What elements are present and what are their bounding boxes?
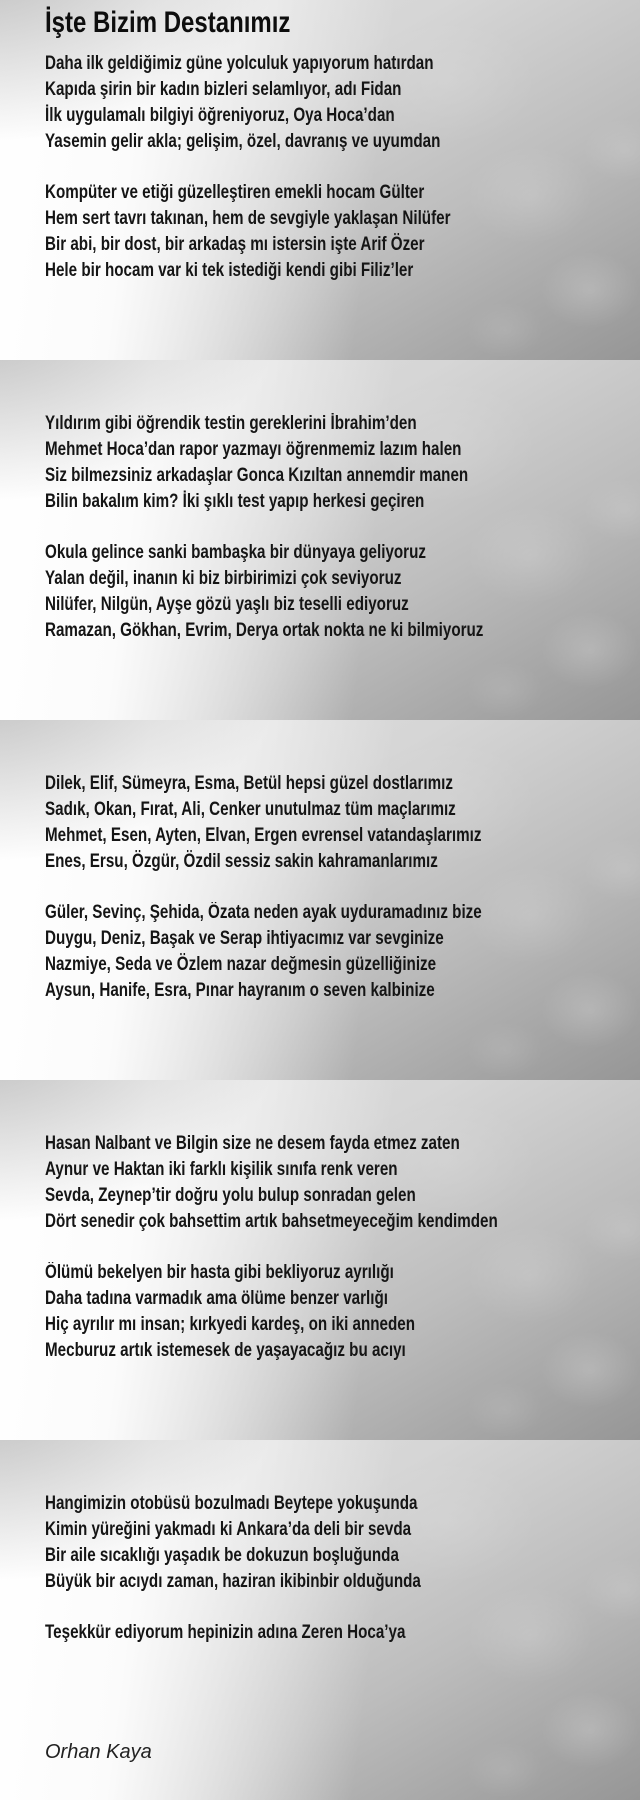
poem-line: Aysun, Hanife, Esra, Pınar hayranım o seven kalbinize <box>45 980 435 1001</box>
poem-line: Kapıda şirin bir kadın bizleri selamlıyor, adı Fidan <box>45 79 402 100</box>
stanza-4 <box>45 540 483 644</box>
poem-line: Dilek, Elif, Sümeyra, Esma, Betül hepsi güzel dostlarımız <box>45 773 453 794</box>
poem-line: Büyük bir acıydı zaman, haziran ikibinbir olduğunda <box>45 1571 421 1592</box>
poem-line: Yasemin gelir akla; gelişim, özel, davranış ve uyumdan <box>45 131 441 152</box>
poem-line: Hem sert tavrı takınan, hem de sevgiyle yaklaşan Nilüfer <box>45 208 451 229</box>
poem-line: Kimin yüreğini yakmadı ki Ankara’da deli bir sevda <box>45 1519 412 1540</box>
poem-line: Bir aile sıcaklığı yaşadık be dokuzun boşluğunda <box>45 1545 399 1566</box>
poem-slide-3 <box>0 720 640 1080</box>
stanza-6 <box>45 900 482 1004</box>
poem-line: Ramazan, Gökhan, Evrim, Derya ortak nokta ne ki bilmiyoruz <box>45 620 484 641</box>
poem-title: İşte Bizim Destanımız <box>45 6 291 39</box>
poem-slide-4 <box>0 1080 640 1440</box>
poem-line: İlk uygulamalı bilgiyi öğreniyoruz, Oya Hoca’dan <box>45 105 395 126</box>
stanza-10 <box>45 1620 405 1646</box>
poem-line: Daha tadına varmadık ama ölüme benzer varlığı <box>45 1288 388 1309</box>
poem-line: Kompüter ve etiği güzelleştiren emekli hocam Gülter <box>45 182 425 203</box>
poem-line: Nazmiye, Seda ve Özlem nazar değmesin güzelliğinize <box>45 954 437 975</box>
poem-line: Duygu, Deniz, Başak ve Serap ihtiyacımız var sevginize <box>45 928 444 949</box>
poem-line: Hangimizin otobüsü bozulmadı Beytepe yokuşunda <box>45 1493 418 1514</box>
poem-line: Mecburuz artık istemesek de yaşayacağız bu acıyı <box>45 1340 406 1361</box>
poem-line: Sadık, Okan, Fırat, Ali, Cenker unutulmaz tüm maçlarımız <box>45 799 456 820</box>
poem-line: Hele bir hocam var ki tek istediği kendi gibi Filiz’ler <box>45 260 414 281</box>
poem-line: Hiç ayrılır mı insan; kırkyedi kardeş, on iki anneden <box>45 1314 416 1335</box>
poem-line: Dört senedir çok bahsettim artık bahsetmeyeceğim kendimden <box>45 1211 498 1232</box>
stanza-1 <box>45 51 440 155</box>
stanza-7 <box>45 1131 498 1235</box>
author-signature: Orhan Kaya <box>45 1741 152 1763</box>
poem-line: Nilüfer, Nilgün, Ayşe gözü yaşlı biz teselli ediyoruz <box>45 594 409 615</box>
poem-line: Yalan değil, inanın ki biz birbirimizi çok seviyoruz <box>45 568 402 589</box>
stanza-3 <box>45 411 468 515</box>
poem-line: Enes, Ersu, Özgür, Özdil sessiz sakin kahramanlarımız <box>45 851 438 872</box>
poem-slide-1 <box>0 0 640 360</box>
poem-line: Bir abi, bir dost, bir arkadaş mı istersin işte Arif Özer <box>45 234 425 255</box>
stanza-5 <box>45 771 481 875</box>
poem-slide-5 <box>0 1440 640 1800</box>
poem-line: Siz bilmezsiniz arkadaşlar Gonca Kızıltan annemdir manen <box>45 465 469 486</box>
poem-line: Okula gelince sanki bambaşka bir dünyaya geliyoruz <box>45 542 426 563</box>
stanza-2 <box>45 180 451 284</box>
poem-line: Ölümü bekelyen bir hasta gibi bekliyoruz ayrılığı <box>45 1262 394 1283</box>
poem-line: Aynur ve Haktan iki farklı kişilik sınıfa renk veren <box>45 1159 398 1180</box>
poem-slide-2 <box>0 360 640 720</box>
poem-line: Bilin bakalım kim? İki şıklı test yapıp herkesi geçiren <box>45 491 425 512</box>
poem-line: Mehmet Hoca’dan rapor yazmayı öğrenmemiz lazım halen <box>45 439 462 460</box>
poem-line: Hasan Nalbant ve Bilgin size ne desem fayda etmez zaten <box>45 1133 460 1154</box>
poem-line: Mehmet, Esen, Ayten, Elvan, Ergen evrensel vatandaşlarımız <box>45 825 482 846</box>
poem-line: Teşekkür ediyorum hepinizin adına Zeren Hoca’ya <box>45 1622 406 1643</box>
poem-line: Güler, Sevinç, Şehida, Özata neden ayak uyduramadınız bize <box>45 902 482 923</box>
poem-line: Daha ilk geldiğimiz güne yolculuk yapıyorum hatırdan <box>45 53 434 74</box>
poem-line: Yıldırım gibi öğrendik testin gereklerini İbrahim’den <box>45 413 417 434</box>
poem-line: Sevda, Zeynep’tir doğru yolu bulup sonradan gelen <box>45 1185 416 1206</box>
stanza-9 <box>45 1491 421 1595</box>
stanza-8 <box>45 1260 415 1364</box>
